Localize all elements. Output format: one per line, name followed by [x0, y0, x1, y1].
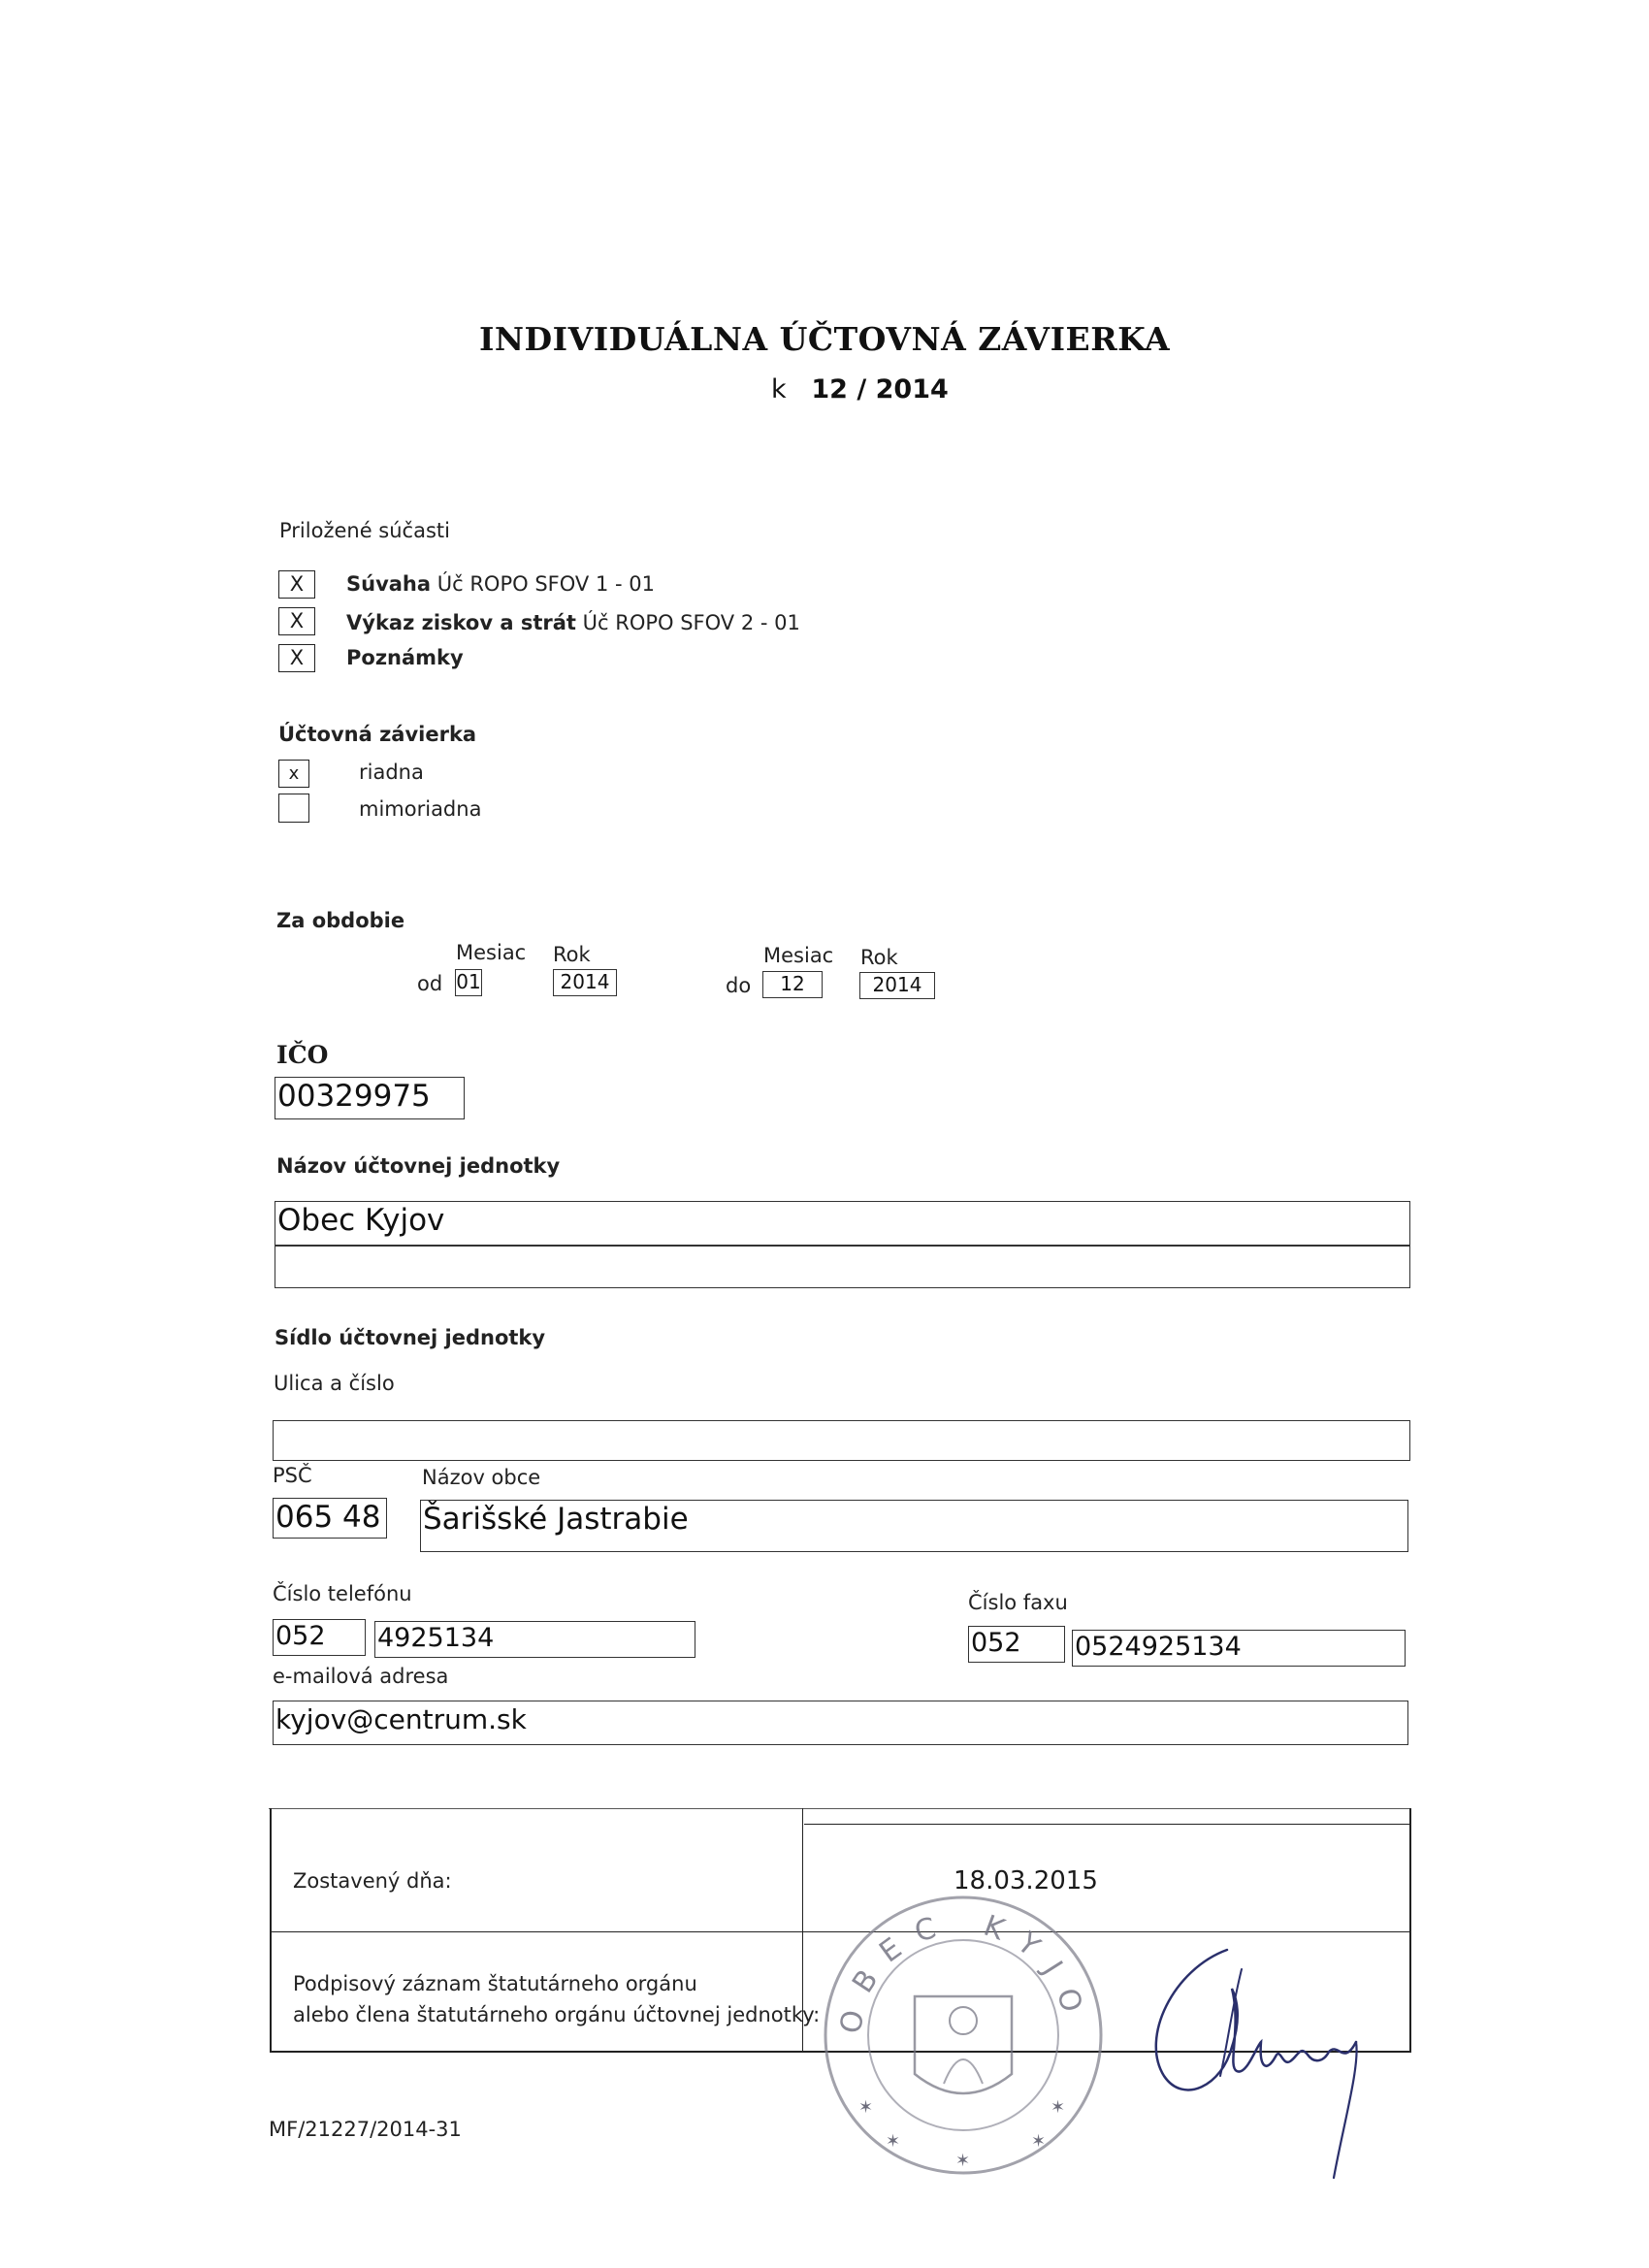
- town-label: Názov obce: [422, 1466, 541, 1489]
- from-year-label: Rok: [553, 943, 591, 966]
- statement-type-label: Účtovná závierka: [278, 723, 477, 746]
- sign-label-line1: Podpisový záznam štatutárneho orgánu: [293, 1972, 697, 1995]
- attachment-checkbox-notes[interactable]: X: [278, 644, 315, 672]
- phone-label: Číslo telefónu: [273, 1582, 412, 1605]
- svg-text:✶: ✶: [1051, 2097, 1066, 2118]
- statement-type-extraordinary-label: mimoriadna: [359, 797, 482, 821]
- period-prefix: k: [771, 374, 787, 405]
- to-month-field[interactable]: 12: [762, 971, 823, 998]
- official-stamp: [818, 1890, 1109, 2181]
- phone-prefix-field[interactable]: 052: [273, 1619, 366, 1656]
- to-label: do: [726, 974, 752, 997]
- fax-label: Číslo faxu: [968, 1591, 1068, 1614]
- statement-type-regular-label: riadna: [359, 761, 424, 784]
- entity-name-line1[interactable]: Obec Kyjov: [275, 1201, 1410, 1246]
- to-year-field[interactable]: 2014: [859, 972, 935, 999]
- statement-type-checkbox-extraordinary[interactable]: [278, 794, 309, 823]
- handwritten-signature: [1135, 1930, 1397, 2183]
- from-year-field[interactable]: 2014: [553, 969, 617, 996]
- fax-prefix-field[interactable]: 052: [968, 1626, 1065, 1663]
- compiled-label: Zostavený dňa:: [293, 1869, 452, 1893]
- from-month-field[interactable]: 01: [455, 969, 482, 996]
- seat-label: Sídlo účtovnej jednotky: [275, 1326, 546, 1349]
- form-code: MF/21227/2014-31: [269, 2118, 462, 2141]
- svg-text:✶: ✶: [886, 2131, 901, 2152]
- table-right-top-line: [804, 1824, 1409, 1825]
- sign-label-line2: alebo člena štatutárneho orgánu účtovnej jednotky:: [293, 2003, 821, 2026]
- email-label: e-mailová adresa: [273, 1665, 449, 1688]
- attachment-profit-loss-title: Výkaz ziskov a strát: [346, 611, 576, 634]
- attachment-balance-title: Súvaha: [346, 572, 432, 596]
- entity-name-label: Názov účtovnej jednotky: [276, 1154, 561, 1178]
- attachment-balance: [346, 572, 655, 596]
- attachment-balance-code: Úč ROPO SFOV 1 - 01: [436, 572, 655, 596]
- svg-text:✶: ✶: [858, 2097, 874, 2118]
- street-field[interactable]: [273, 1420, 1410, 1461]
- attachment-profit-loss: [346, 611, 800, 634]
- ico-label: IČO: [276, 1041, 329, 1069]
- phone-number-field[interactable]: 4925134: [374, 1621, 695, 1658]
- attachment-notes-title: Poznámky: [346, 646, 464, 669]
- to-year-label: Rok: [860, 946, 898, 969]
- email-field[interactable]: kyjov@centrum.sk: [273, 1701, 1408, 1745]
- attachment-profit-loss-code: Úč ROPO SFOV 2 - 01: [582, 611, 800, 634]
- svg-text:✶: ✶: [955, 2151, 971, 2171]
- compiled-date: 18.03.2015: [954, 1866, 1098, 1895]
- report-period: [771, 374, 949, 405]
- entity-name-line2[interactable]: [275, 1246, 1410, 1288]
- svg-text:✶: ✶: [1031, 2131, 1047, 2152]
- attachment-notes: [346, 646, 464, 669]
- svg-text:OBEC KYJOV: OBEC KYJO: [833, 1906, 1093, 2037]
- to-month-label: Mesiac: [763, 944, 834, 967]
- period-value: 12 / 2014: [811, 374, 949, 405]
- period-label: Za obdobie: [276, 909, 405, 932]
- from-month-label: Mesiac: [456, 941, 527, 964]
- fax-number-field[interactable]: 0524925134: [1072, 1630, 1406, 1667]
- town-field[interactable]: Šarišské Jastrabie: [420, 1500, 1408, 1552]
- attachments-label: Priložené súčasti: [279, 519, 450, 542]
- attachment-checkbox-profit-loss[interactable]: X: [278, 607, 315, 635]
- from-label: od: [417, 972, 443, 995]
- page-title: INDIVIDUÁLNA ÚČTOVNÁ ZÁVIERKA: [478, 320, 1171, 358]
- statement-type-checkbox-regular[interactable]: x: [278, 760, 309, 788]
- psc-field[interactable]: 065 48: [273, 1498, 387, 1539]
- street-label: Ulica a číslo: [274, 1372, 395, 1395]
- psc-label: PSČ: [273, 1464, 312, 1487]
- attachment-checkbox-balance[interactable]: X: [278, 570, 315, 599]
- ico-field[interactable]: 00329975: [275, 1077, 465, 1119]
